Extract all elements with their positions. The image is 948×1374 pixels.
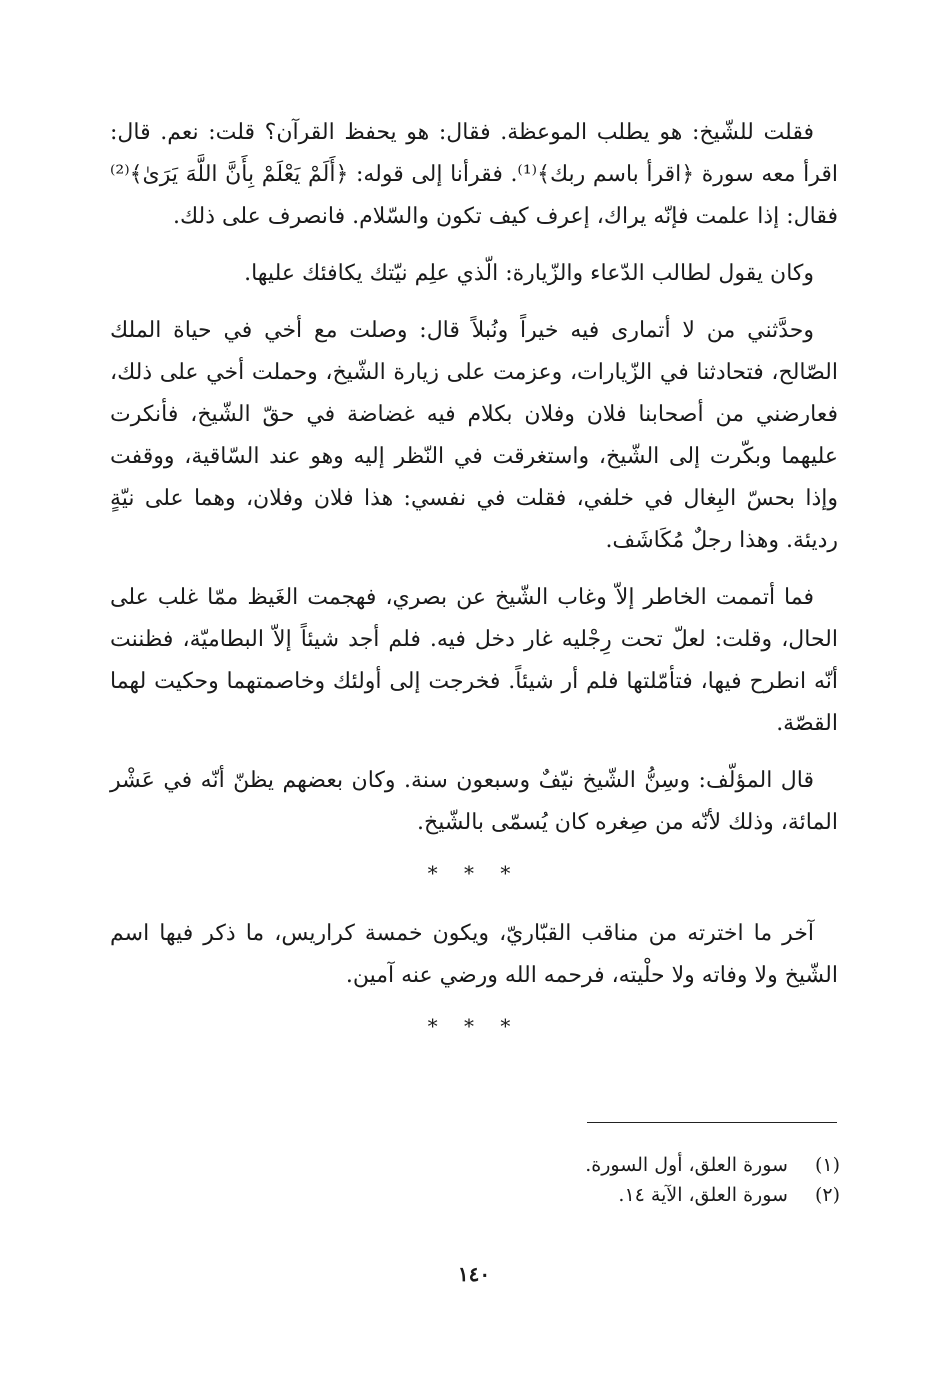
footnote-1-number: (١) [814,1154,840,1176]
footnote-2 [110,1180,840,1210]
section-separator-2: * * * [427,1014,521,1038]
footnote-1 [110,1150,840,1180]
paragraph-5: قال المؤلّف: وسِنُّ الشّيخ نيّفٌ وسبعون سنة. وكان بعضهم يظنّ أنّه في عَشْر المائة، وذلك لأنّه من صِغره كان يُسمّى بالشّيخ. [110,768,838,835]
paragraph-2: وكان يقول لطالب الدّعاء والزّيارة: الّذي علِم نيّتك يكافئك عليها. [244,261,814,286]
footnote-1-text: سورة العلق، أول السورة. [585,1154,788,1176]
page-body [110,112,838,1066]
footnotes [110,1150,840,1210]
paragraph-4: فما أتممت الخاطر إلاّ وغاب الشّيخ عن بصري، فهجمت الغَيظ ممّا غلب على الحال، وقلت: لعلّ تحت رِجْليه غار دخل فيه. فلم أجد شيئاً إلاّ البطاميّة، فظننت أنّه انطرح فيها، فتأمّلتها فلم أر شيئاً. فخرجت إلى أولئك وخاصمتهما وحكيت لهما القصّة. [110,585,838,736]
paragraph-3: وحدَّثني من لا أتمارى فيه خيراً ونُبلاً قال: وصلت مع أخي في حياة الملك الصّالح، فتحادثنا في الزّيارات، وعزمت على زيارة الشّيخ، وحملت أخي على ذلك، فعارضني من أصحابنا فلان وفلان بكلام فيه غضاضة في حقّ الشّيخ، فأنكرت عليهما وبكّرت إلى الشّيخ، واستغرقت في النّظر إليه وهو عند السّاقية، ووقفت وإذا بحسّ البِغال في خلفي، فقلت في نفسي: هذا فلان وفلان، وهما على نيّةٍ رديئة. وهذا رجلٌ مُكَاشَف. [110,318,838,553]
paragraph-1: فقلت للشّيخ: هو يطلب الموعظة. فقال: هو يحفظ القرآن؟ قلت: نعم. قال: اقرأ معه سورة ﴿اقرأ باسم ربك﴾⁽¹⁾. فقرأنا إلى قوله: ﴿أَلَمْ يَعْلَمْ بِأَنَّ اللَّهَ يَرَىٰ﴾⁽²⁾ فقال: إذا علمت فإنّه يراك، إعرف كيف تكون والسّلام. فانصرف على ذلك. [110,120,838,229]
footnote-2-text: سورة العلق، الآية ١٤. [618,1184,788,1206]
footnote-2-number: (٢) [814,1184,840,1206]
footnote-divider [587,1122,837,1123]
paragraph-6: آخر ما اخترته من مناقب القبّاريّ، ويكون خمسة كراريس، ما ذكر فيها اسم الشّيخ ولا وفاته ولا حلْيته، فرحمه الله ورضي عنه آمين. [110,921,838,988]
page-number: ١٤٠ [457,1262,491,1286]
section-separator-1: * * * [427,861,521,885]
